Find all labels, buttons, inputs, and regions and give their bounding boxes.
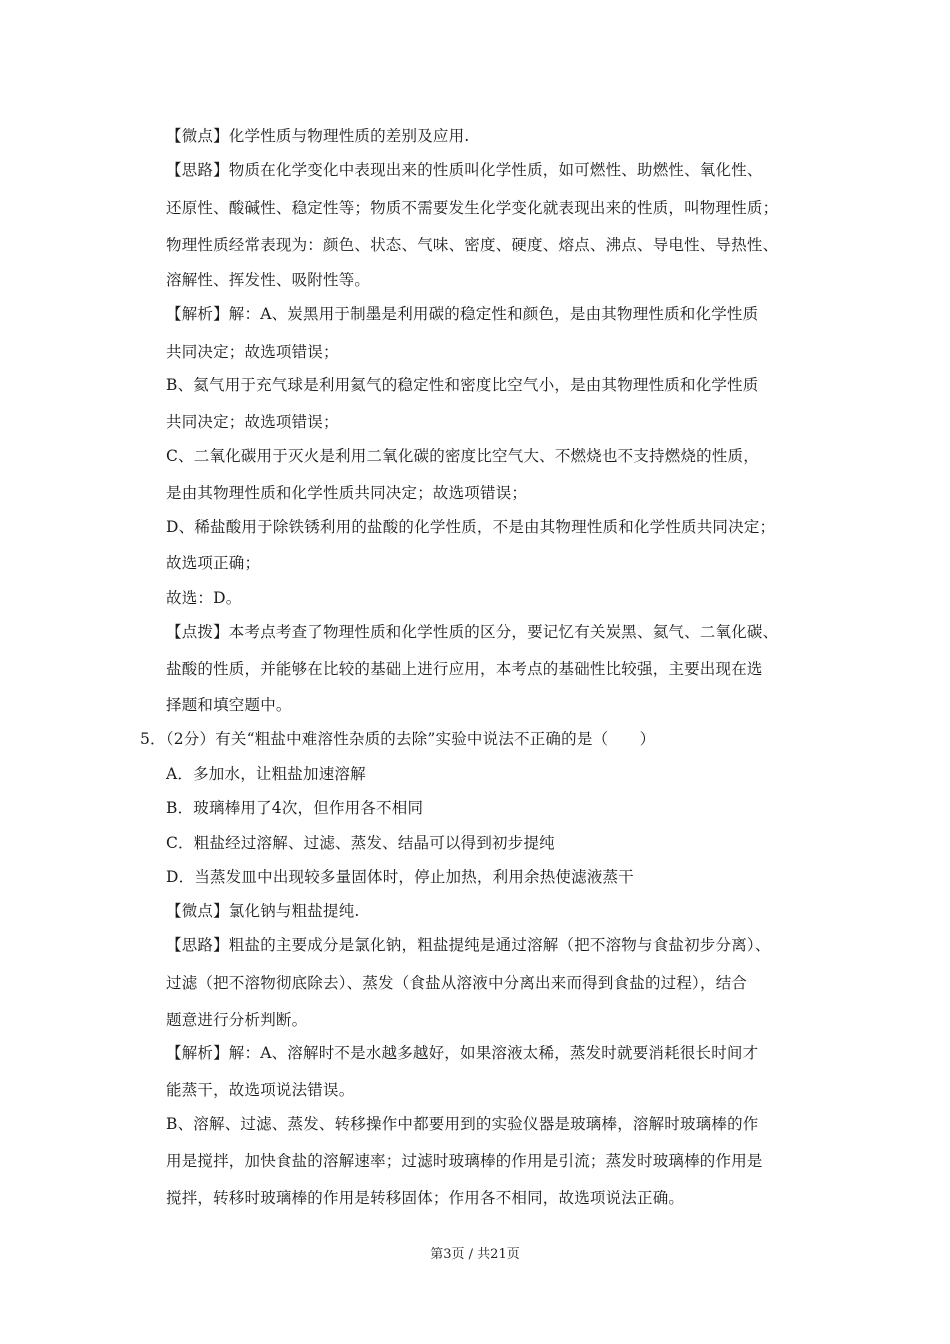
weidian-line-2: 【微点】氯化钠与粗盐提纯.	[166, 902, 360, 920]
weidian-line-1: 【微点】化学性质与物理性质的差别及应用.	[166, 127, 470, 145]
jiexi2-line-5: 搅拌，转移时玻璃棒的作用是转移固体；作用各不相同，故选项说法正确。	[166, 1189, 685, 1207]
jiexi-line-2: 共同决定；故选项错误；	[166, 343, 339, 361]
option-d: D．当蒸发皿中出现较多量固体时，停止加热，利用余热使滤液蒸干	[166, 868, 634, 886]
silu-line-1: 【思路】物质在化学变化中表现出来的性质叫化学性质，如可燃性、助燃性、氧化性、	[166, 161, 763, 179]
jiexi-line-4: 共同决定；故选项错误；	[166, 413, 339, 431]
option-a: A．多加水，让粗盐加速溶解	[166, 765, 366, 783]
page-footer: 第3页 / 共21页	[430, 1247, 520, 1262]
answer-line: 故选：D。	[166, 589, 242, 607]
jiexi-line-1: 【解析】解：A、炭黑用于制墨是利用碳的稳定性和颜色，是由其物理性质和化学性质	[166, 305, 759, 323]
jiexi-line-8: 故选项正确；	[166, 554, 261, 572]
silu-line-2: 还原性、酸碱性、稳定性等；物质不需要发生化学变化就表现出来的性质，叫物理性质；	[166, 199, 779, 217]
silu2-line-2: 过滤（把不溶物彻底除去）、蒸发（食盐从溶液中分离出来而得到食盐的过程），结合	[166, 974, 748, 992]
dianbo-line-1: 【点拨】本考点考查了物理性质和化学性质的区分，要记忆有关炭黑、氦气、二氧化碳、	[166, 623, 779, 641]
jiexi2-line-2: 能蒸干，故选项说法错误。	[166, 1081, 355, 1099]
silu-line-3: 物理性质经常表现为：颜色、状态、气味、密度、硬度、熔点、沸点、导电性、导热性、	[166, 236, 779, 254]
dianbo-line-2: 盐酸的性质，并能够在比较的基础上进行应用，本考点的基础性比较强，主要出现在选	[166, 660, 763, 678]
jiexi2-line-4: 用是搅拌，加快食盐的溶解速率；过滤时玻璃棒的作用是引流；蒸发时玻璃棒的作用是	[166, 1152, 763, 1170]
jiexi-line-6: 是由其物理性质和化学性质共同决定；故选项错误；	[166, 484, 528, 502]
option-c: C．粗盐经过溶解、过滤、蒸发、结晶可以得到初步提纯	[166, 834, 555, 852]
dianbo-line-3: 择题和填空题中。	[166, 696, 292, 714]
silu2-line-3: 题意进行分析判断。	[166, 1011, 308, 1029]
jiexi2-line-3: B、溶解、过滤、蒸发、转移操作中都要用到的实验仪器是玻璃棒，溶解时玻璃棒的作	[166, 1115, 759, 1133]
jiexi2-line-1: 【解析】解：A、溶解时不是水越多越好，如果溶液太稀，蒸发时就要消耗很长时间才	[166, 1044, 759, 1062]
option-b: B．玻璃棒用了4次，但作用各不相同	[166, 799, 424, 817]
jiexi-line-5: C、二氧化碳用于灭火是利用二氧化碳的密度比空气大、不燃烧也不支持燃烧的性质，	[166, 447, 759, 465]
jiexi-line-7: D、稀盐酸用于除铁锈利用的盐酸的化学性质，不是由其物理性质和化学性质共同决定；	[166, 518, 776, 536]
silu-line-4: 溶解性、挥发性、吸附性等。	[166, 271, 371, 289]
question-5-stem: 5．（2分）有关“粗盐中难溶性杂质的去除”实验中说法不正确的是（ ）	[140, 730, 656, 748]
silu2-line-1: 【思路】粗盐的主要成分是氯化钠，粗盐提纯是通过溶解（把不溶物与食盐初步分离）、	[166, 936, 771, 954]
jiexi-line-3: B、氦气用于充气球是利用氦气的稳定性和密度比空气小，是由其物理性质和化学性质	[166, 376, 759, 394]
